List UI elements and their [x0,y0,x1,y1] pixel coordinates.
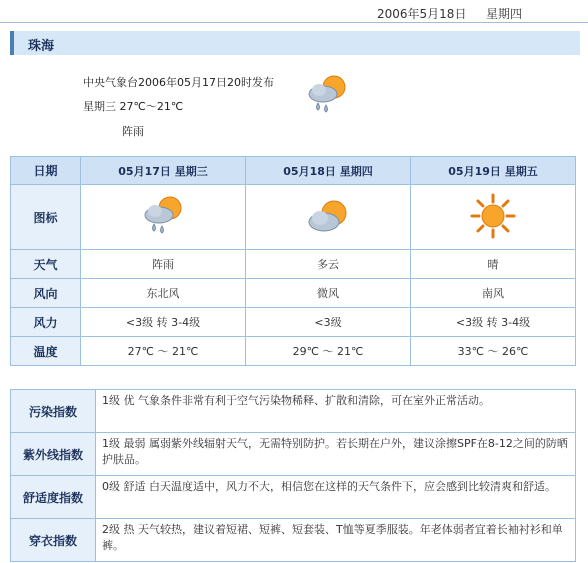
issue-info: 中央气象台2006年05月17日20时发布 [83,76,274,89]
forecast-icon-row [11,185,576,250]
forecast-header-row [11,157,576,185]
summary-weather: 阵雨 [122,125,144,138]
forecast-temperature-row [11,337,576,366]
index-row-pollution [11,390,576,433]
day-weather: 晴 [411,250,576,279]
row-label-wind-direction: 风向 [11,279,81,308]
day-weather: 阵雨 [81,250,246,279]
index-row-comfort [11,476,576,519]
row-label-date: 日期 [11,157,81,185]
day-icon-cell [411,185,576,250]
top-date-bar [0,0,588,24]
index-row-uv [11,433,576,476]
day-date: 05月17日 星期三 [81,157,246,185]
cloud-rain-sun-icon [140,193,186,239]
row-label-weather: 天气 [11,250,81,279]
day-temperature: 33℃ ～ 26℃ [411,337,576,366]
city-name: 珠海 [28,39,55,54]
day-icon-cell [246,185,411,250]
index-row-clothing [11,519,576,562]
index-label: 舒适度指数 [11,476,96,519]
partly-cloudy-icon [305,196,351,236]
day-icon-cell [81,185,246,250]
current-date: 2006年5月18日 [377,7,467,21]
cloud-rain-sun-icon [304,72,350,118]
day-wind-direction: 微风 [246,279,411,308]
city-heading [10,31,580,55]
forecast-weather-row [11,250,576,279]
day-temperature: 29℃ ～ 21℃ [246,337,411,366]
day-date: 05月18日 星期四 [246,157,411,185]
index-text: 0级 舒适 白天温度适中，风力不大，相信您在这样的天气条件下，应会感到比较清爽和舒适。 [96,476,576,519]
index-label: 污染指数 [11,390,96,433]
index-text: 1级 最弱 属弱紫外线辐射天气，无需特别防护。若长期在户外，建议涂擦SPF在8-12之间的防晒护肤品。 [96,433,576,476]
day-temperature: 27℃ ～ 21℃ [81,337,246,366]
divider [0,22,588,23]
day-wind-force: <3级 转 3-4级 [81,308,246,337]
day-wind-force: <3级 转 3-4级 [411,308,576,337]
day-wind-force: <3级 [246,308,411,337]
indices-table [10,389,576,562]
current-weekday: 星期四 [486,7,523,21]
summary-temperature: 星期三 27℃～21℃ [83,100,184,113]
index-label: 穿衣指数 [11,519,96,562]
index-text: 1级 优 气象条件非常有利于空气污染物稀释、扩散和清除，可在室外正常活动。 [96,390,576,433]
index-text: 2级 热 天气较热，建议着短裙、短裤、短套装、T恤等夏季服装。年老体弱者宜着长袖衬衫和单裤。 [96,519,576,562]
row-label-temperature: 温度 [11,337,81,366]
day-wind-direction: 东北风 [81,279,246,308]
index-label: 紫外线指数 [11,433,96,476]
row-label-icon: 图标 [11,185,81,250]
sun-icon [470,193,516,239]
day-weather: 多云 [246,250,411,279]
day-wind-direction: 南风 [411,279,576,308]
forecast-wind-direction-row [11,279,576,308]
forecast-wind-force-row [11,308,576,337]
day-date: 05月19日 星期五 [411,157,576,185]
forecast-table [10,156,576,366]
row-label-wind-force: 风力 [11,308,81,337]
